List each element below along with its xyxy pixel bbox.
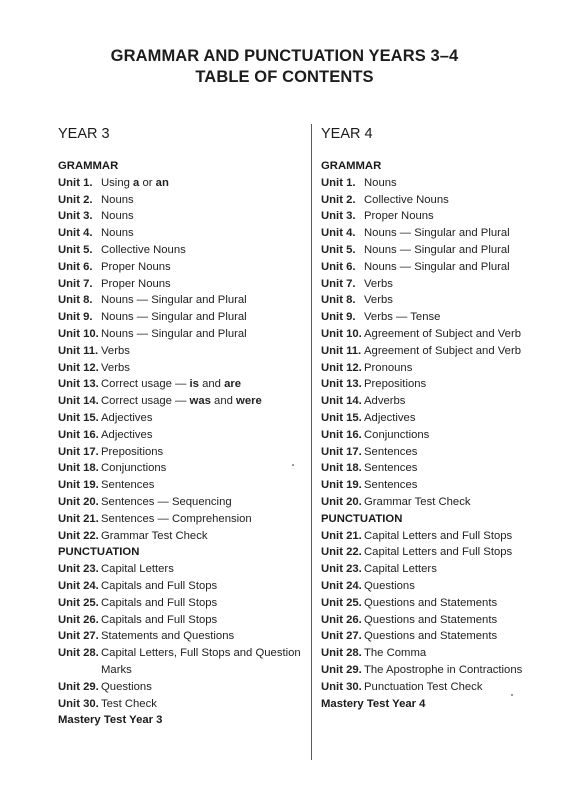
year-3-grammar-heading: GRAMMAR xyxy=(58,160,119,172)
toc-entry xyxy=(321,360,561,377)
toc-entry xyxy=(58,410,306,427)
unit-title: Conjunctions xyxy=(364,428,430,441)
toc-entry xyxy=(58,645,306,679)
unit-title: Nouns xyxy=(101,210,134,223)
toc-entry xyxy=(321,410,561,427)
toc-entry xyxy=(321,528,561,545)
unit-title: Grammar Test Check xyxy=(364,495,471,508)
column-divider xyxy=(311,124,312,760)
toc-entry xyxy=(58,460,306,477)
page-title-line-2: TABLE OF CONTENTS xyxy=(195,68,374,86)
unit-number: Unit 29. xyxy=(58,680,99,693)
unit-title: Verbs xyxy=(101,344,130,357)
unit-title: Using a or an xyxy=(101,176,169,189)
unit-number: Unit 17. xyxy=(321,445,362,458)
unit-number: Unit 16. xyxy=(321,428,362,441)
unit-number: Unit 11. xyxy=(58,344,99,357)
unit-title: Nouns xyxy=(364,176,397,189)
unit-number: Unit 3. xyxy=(321,210,356,223)
toc-entry xyxy=(321,309,561,326)
toc-entry xyxy=(58,494,306,511)
toc-entry xyxy=(58,477,306,494)
year-4-grammar-list xyxy=(321,175,561,511)
unit-number: Unit 5. xyxy=(321,243,356,256)
toc-entry xyxy=(321,494,561,511)
unit-number: Unit 25. xyxy=(58,596,99,609)
toc-entry xyxy=(321,343,561,360)
toc-entry xyxy=(321,225,561,242)
unit-number: Unit 25. xyxy=(321,596,362,609)
unit-number: Unit 9. xyxy=(321,311,356,324)
unit-title: Agreement of Subject and Verb xyxy=(364,344,522,357)
toc-entry xyxy=(58,208,306,225)
toc-entry xyxy=(58,679,306,696)
unit-title: Adjectives xyxy=(101,411,153,424)
unit-title: Questions and Statements xyxy=(364,596,498,609)
unit-number: Unit 23. xyxy=(321,563,362,576)
toc-entry xyxy=(58,360,306,377)
unit-title: Questions xyxy=(364,579,415,592)
unit-number: Unit 21. xyxy=(321,529,362,542)
unit-title: Capital Letters, Full Stops and Question Marks xyxy=(101,647,301,676)
toc-entry xyxy=(321,427,561,444)
year-4-punctuation-list xyxy=(321,528,561,696)
unit-number: Unit 7. xyxy=(321,277,356,290)
toc-entry xyxy=(321,679,561,696)
unit-number: Unit 3. xyxy=(58,210,93,223)
toc-entry xyxy=(321,444,561,461)
unit-title: Grammar Test Check xyxy=(101,529,208,542)
toc-entry xyxy=(321,259,561,276)
unit-number: Unit 1. xyxy=(321,176,356,189)
unit-title: Prepositions xyxy=(364,378,427,391)
unit-title: Adjectives xyxy=(101,428,153,441)
toc-entry xyxy=(58,595,306,612)
unit-number: Unit 19. xyxy=(58,479,99,492)
unit-number: Unit 18. xyxy=(58,462,99,475)
toc-entry xyxy=(321,460,561,477)
unit-title: Conjunctions xyxy=(101,462,167,475)
toc-entry xyxy=(321,242,561,259)
unit-title: Questions xyxy=(101,680,152,693)
toc-entry xyxy=(58,343,306,360)
unit-title: Correct usage — was and were xyxy=(101,395,262,408)
year-3-mastery-test: Mastery Test Year 3 xyxy=(58,714,163,727)
unit-title: Proper Nouns xyxy=(101,260,171,273)
unit-number: Unit 27. xyxy=(321,630,362,643)
toc-entry xyxy=(58,326,306,343)
toc-entry xyxy=(58,427,306,444)
unit-number: Unit 5. xyxy=(58,243,93,256)
unit-title: Verbs xyxy=(364,277,393,290)
unit-number: Unit 2. xyxy=(321,193,356,206)
unit-number: Unit 24. xyxy=(321,579,362,592)
toc-entry xyxy=(321,292,561,309)
unit-number: Unit 28. xyxy=(58,647,99,660)
unit-number: Unit 26. xyxy=(58,613,99,626)
toc-entry xyxy=(58,192,306,209)
unit-number: Unit 10. xyxy=(321,327,362,340)
unit-title: Nouns xyxy=(101,227,134,240)
toc-entry xyxy=(321,612,561,629)
unit-number: Unit 30. xyxy=(321,680,362,693)
toc-entry xyxy=(58,393,306,410)
unit-number: Unit 23. xyxy=(58,563,99,576)
unit-number: Unit 26. xyxy=(321,613,362,626)
toc-entry xyxy=(321,393,561,410)
toc-entry xyxy=(58,225,306,242)
unit-title: The Comma xyxy=(364,647,427,660)
unit-title: Capitals and Full Stops xyxy=(101,579,218,592)
unit-number: Unit 30. xyxy=(58,697,99,710)
unit-number: Unit 29. xyxy=(321,663,362,676)
toc-entry xyxy=(321,544,561,561)
toc-entry xyxy=(321,192,561,209)
unit-number: Unit 12. xyxy=(321,361,362,374)
toc-entry xyxy=(321,628,561,645)
unit-number: Unit 19. xyxy=(321,479,362,492)
toc-entry xyxy=(321,276,561,293)
unit-title: Verbs — Tense xyxy=(364,311,441,324)
page-title-line-1: GRAMMAR AND PUNCTUATION YEARS 3–4 xyxy=(110,47,459,65)
unit-title: Capital Letters xyxy=(101,563,174,576)
unit-number: Unit 12. xyxy=(58,361,99,374)
unit-title: Capitals and Full Stops xyxy=(101,596,218,609)
unit-number: Unit 10. xyxy=(58,327,99,340)
toc-entry xyxy=(58,578,306,595)
toc-entry xyxy=(58,292,306,309)
toc-entry xyxy=(58,259,306,276)
year-3-column xyxy=(58,125,306,729)
unit-number: Unit 8. xyxy=(321,294,356,307)
year-3-heading: YEAR 3 xyxy=(58,126,110,142)
year-4-mastery-test: Mastery Test Year 4 xyxy=(321,697,426,710)
unit-title: Verbs xyxy=(101,361,130,374)
year-3-grammar-list xyxy=(58,175,306,545)
toc-entry xyxy=(58,612,306,629)
toc-entry xyxy=(58,528,306,545)
unit-number: Unit 27. xyxy=(58,630,99,643)
toc-entry xyxy=(58,175,306,192)
unit-title: Sentences xyxy=(101,479,155,492)
unit-title: Pronouns xyxy=(364,361,413,374)
unit-title: Sentences xyxy=(364,462,418,475)
unit-title: Adjectives xyxy=(364,411,416,424)
toc-entry xyxy=(58,628,306,645)
unit-title: Collective Nouns xyxy=(101,243,186,256)
unit-title: Proper Nouns xyxy=(364,210,434,223)
unit-number: Unit 28. xyxy=(321,647,362,660)
year-4-punctuation-heading: PUNCTUATION xyxy=(321,512,403,525)
toc-entry xyxy=(58,511,306,528)
toc-entry xyxy=(321,561,561,578)
unit-number: Unit 4. xyxy=(58,227,93,240)
unit-number: Unit 13. xyxy=(58,378,99,391)
unit-title: Nouns — Singular and Plural xyxy=(364,227,510,240)
unit-title: Capital Letters xyxy=(364,563,437,576)
toc-entry xyxy=(321,595,561,612)
toc-entry xyxy=(58,276,306,293)
unit-title: Sentences — Sequencing xyxy=(101,495,232,508)
year-4-grammar-heading: GRAMMAR xyxy=(321,160,382,172)
unit-title: Adverbs xyxy=(364,395,406,408)
year-3-punctuation-heading: PUNCTUATION xyxy=(58,546,140,559)
toc-entry xyxy=(58,561,306,578)
unit-number: Unit 22. xyxy=(321,546,362,559)
unit-number: Unit 20. xyxy=(58,495,99,508)
toc-entry xyxy=(58,242,306,259)
toc-entry xyxy=(321,175,561,192)
unit-title: Nouns — Singular and Plural xyxy=(364,260,510,273)
toc-entry xyxy=(321,326,561,343)
unit-number: Unit 14. xyxy=(321,395,362,408)
unit-title: Nouns xyxy=(101,193,134,206)
unit-title: Nouns — Singular and Plural xyxy=(101,311,247,324)
unit-number: Unit 18. xyxy=(321,462,362,475)
year-3-punctuation-list xyxy=(58,561,306,712)
unit-number: Unit 1. xyxy=(58,176,93,189)
unit-title: Nouns — Singular and Plural xyxy=(364,243,510,256)
unit-number: Unit 4. xyxy=(321,227,356,240)
unit-number: Unit 15. xyxy=(58,411,99,424)
unit-title: Proper Nouns xyxy=(101,277,171,290)
unit-title: Verbs xyxy=(364,294,393,307)
unit-number: Unit 6. xyxy=(58,260,93,273)
toc-entry xyxy=(321,662,561,679)
unit-title: Prepositions xyxy=(101,445,164,458)
unit-title: Statements and Questions xyxy=(101,630,235,643)
unit-number: Unit 8. xyxy=(58,294,93,307)
unit-title: Agreement of Subject and Verb xyxy=(364,327,522,340)
unit-title: Test Check xyxy=(101,697,157,710)
unit-number: Unit 16. xyxy=(58,428,99,441)
unit-number: Unit 20. xyxy=(321,495,362,508)
year-4-column xyxy=(321,125,561,712)
unit-title: Capitals and Full Stops xyxy=(101,613,218,626)
unit-number: Unit 9. xyxy=(58,311,93,324)
page-title xyxy=(0,46,569,88)
toc-entry xyxy=(58,309,306,326)
unit-title: Nouns — Singular and Plural xyxy=(101,294,247,307)
toc-entry xyxy=(58,444,306,461)
toc-entry xyxy=(58,696,306,713)
toc-entry xyxy=(321,578,561,595)
unit-title: Sentences xyxy=(364,445,418,458)
year-4-heading: YEAR 4 xyxy=(321,126,373,142)
unit-title: Questions and Statements xyxy=(364,630,498,643)
unit-title: Capital Letters and Full Stops xyxy=(364,546,513,559)
unit-number: Unit 15. xyxy=(321,411,362,424)
unit-number: Unit 13. xyxy=(321,378,362,391)
unit-title: Capital Letters and Full Stops xyxy=(364,529,513,542)
unit-number: Unit 11. xyxy=(321,344,362,357)
unit-title: Sentences — Comprehension xyxy=(101,512,252,525)
unit-title: Nouns — Singular and Plural xyxy=(101,327,247,340)
unit-number: Unit 21. xyxy=(58,512,99,525)
unit-number: Unit 17. xyxy=(58,445,99,458)
unit-number: Unit 6. xyxy=(321,260,356,273)
toc-entry xyxy=(321,208,561,225)
toc-entry xyxy=(321,645,561,662)
unit-title: Collective Nouns xyxy=(364,193,449,206)
unit-number: Unit 2. xyxy=(58,193,93,206)
unit-title: The Apostrophe in Contractions xyxy=(364,663,523,676)
toc-entry xyxy=(321,477,561,494)
unit-title: Correct usage — is and are xyxy=(101,378,242,391)
unit-number: Unit 14. xyxy=(58,395,99,408)
unit-title: Punctuation Test Check xyxy=(364,680,483,693)
unit-title: Questions and Statements xyxy=(364,613,498,626)
unit-title: Sentences xyxy=(364,479,418,492)
unit-number: Unit 7. xyxy=(58,277,93,290)
toc-entry xyxy=(58,376,306,393)
unit-number: Unit 22. xyxy=(58,529,99,542)
toc-entry xyxy=(321,376,561,393)
unit-number: Unit 24. xyxy=(58,579,99,592)
